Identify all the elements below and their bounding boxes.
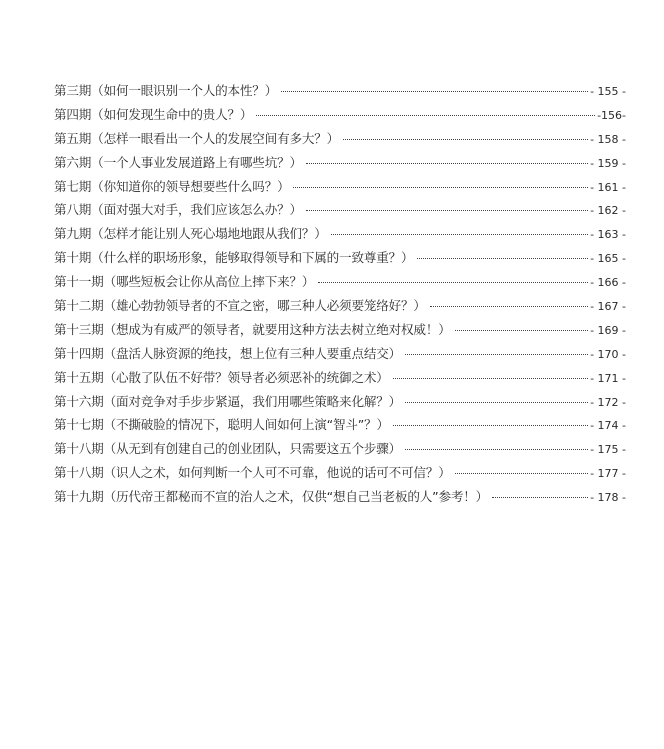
toc-page-number: -156- [597, 108, 626, 122]
toc-entry-title: 第十五期（心散了队伍不好带？领导者必须恶补的统御之术） [54, 369, 389, 385]
toc-entry-title: 第十期（什么样的职场形象，能够取得领导和下属的一致尊重？） [54, 250, 414, 266]
toc-entry [54, 486, 626, 510]
dot-leader [430, 306, 588, 307]
toc-page-number: - 165 - [590, 252, 626, 266]
toc-entry [54, 319, 626, 343]
toc-entry-title: 第九期（怎样才能让别人死心塌地地跟从我们？） [54, 226, 327, 242]
toc-entry-title: 第七期（你知道你的领导想要些什么吗？） [54, 178, 290, 194]
toc-entry [54, 223, 626, 247]
toc-page-number: - 177 - [590, 467, 626, 481]
toc-entry [54, 462, 626, 486]
toc-page-number: - 178 - [590, 491, 626, 505]
toc-entry [54, 104, 626, 128]
toc-entry [54, 414, 626, 438]
toc-entry-title: 第十二期（雄心勃勃领导者的不宣之密，哪三种人必须要笼络好？） [54, 298, 426, 314]
toc-entry [54, 80, 626, 104]
dot-leader [455, 330, 588, 331]
dot-leader [405, 449, 588, 450]
toc-page-number: - 159 - [590, 156, 626, 170]
dot-leader [293, 187, 588, 188]
toc-entry [54, 128, 626, 152]
toc-entry [54, 247, 626, 271]
toc-page-number: - 172 - [590, 395, 626, 409]
toc-page-number: - 161 - [590, 180, 626, 194]
toc-entry-title: 第五期（怎样一眼看出一个人的发展空间有多大？） [54, 130, 340, 146]
dot-leader [256, 115, 595, 116]
toc-page-number: - 169 - [590, 323, 626, 337]
toc-page-number: - 162 - [590, 204, 626, 218]
toc-page-number: - 170 - [590, 347, 626, 361]
toc-entry-title: 第十七期（不撕破脸的情况下，聪明人间如何上演“智斗”？） [54, 417, 389, 433]
toc-page-number: - 174 - [590, 419, 626, 433]
dot-leader [405, 402, 588, 403]
toc-entry-title: 第十三期（想成为有威严的领导者，就要用这种方法去树立绝对权威！） [54, 321, 451, 337]
toc-entry-title: 第八期（面对强大对手，我们应该怎么办？） [54, 202, 302, 218]
toc-entry [54, 176, 626, 200]
dot-leader [343, 139, 588, 140]
toc-page-number: - 175 - [590, 443, 626, 457]
toc-entry [54, 438, 626, 462]
toc-entry [54, 199, 626, 223]
dot-leader [318, 282, 588, 283]
toc-entry [54, 391, 626, 415]
table-of-contents [54, 80, 626, 510]
dot-leader [393, 378, 588, 379]
toc-page-number: - 167 - [590, 300, 626, 314]
toc-entry [54, 367, 626, 391]
toc-entry-title: 第六期（一个人事业发展道路上有哪些坑？） [54, 154, 302, 170]
toc-entry-title: 第十八期（识人之术，如何判断一个人可不可靠，他说的话可不可信？） [54, 465, 451, 481]
toc-entry-title: 第十一期（哪些短板会让你从高位上摔下来？） [54, 274, 315, 290]
dot-leader [306, 210, 588, 211]
toc-entry-title: 第十九期（历代帝王都秘而不宣的治人之术，仅供“想自己当老板的人”参考！） [54, 489, 489, 505]
toc-page-number: - 158 - [590, 132, 626, 146]
toc-entry [54, 343, 626, 367]
dot-leader [492, 497, 588, 498]
dot-leader [405, 354, 588, 355]
toc-entry [54, 271, 626, 295]
toc-entry-title: 第四期（如何发现生命中的贵人？） [54, 106, 253, 122]
toc-entry-title: 第十六期（面对竞争对手步步紧逼，我们用哪些策略来化解？） [54, 393, 402, 409]
dot-leader [417, 258, 588, 259]
toc-page-number: - 163 - [590, 228, 626, 242]
toc-page-number: - 155 - [590, 85, 626, 98]
toc-entry [54, 295, 626, 319]
toc-page-number: - 171 - [590, 371, 626, 385]
dot-leader [393, 425, 588, 426]
dot-leader [331, 234, 588, 235]
dot-leader [281, 91, 588, 92]
toc-page-number: - 166 - [590, 276, 626, 290]
dot-leader [306, 163, 588, 164]
toc-entry [54, 152, 626, 176]
toc-entry-title: 第十八期（从无到有创建自己的创业团队，只需要这五个步骤） [54, 441, 402, 457]
toc-entry-title: 第十四期（盘活人脉资源的绝技，想上位有三种人要重点结交） [54, 345, 402, 361]
dot-leader [455, 473, 588, 474]
toc-entry-title: 第三期（如何一眼识别一个人的本性？） [54, 83, 278, 98]
